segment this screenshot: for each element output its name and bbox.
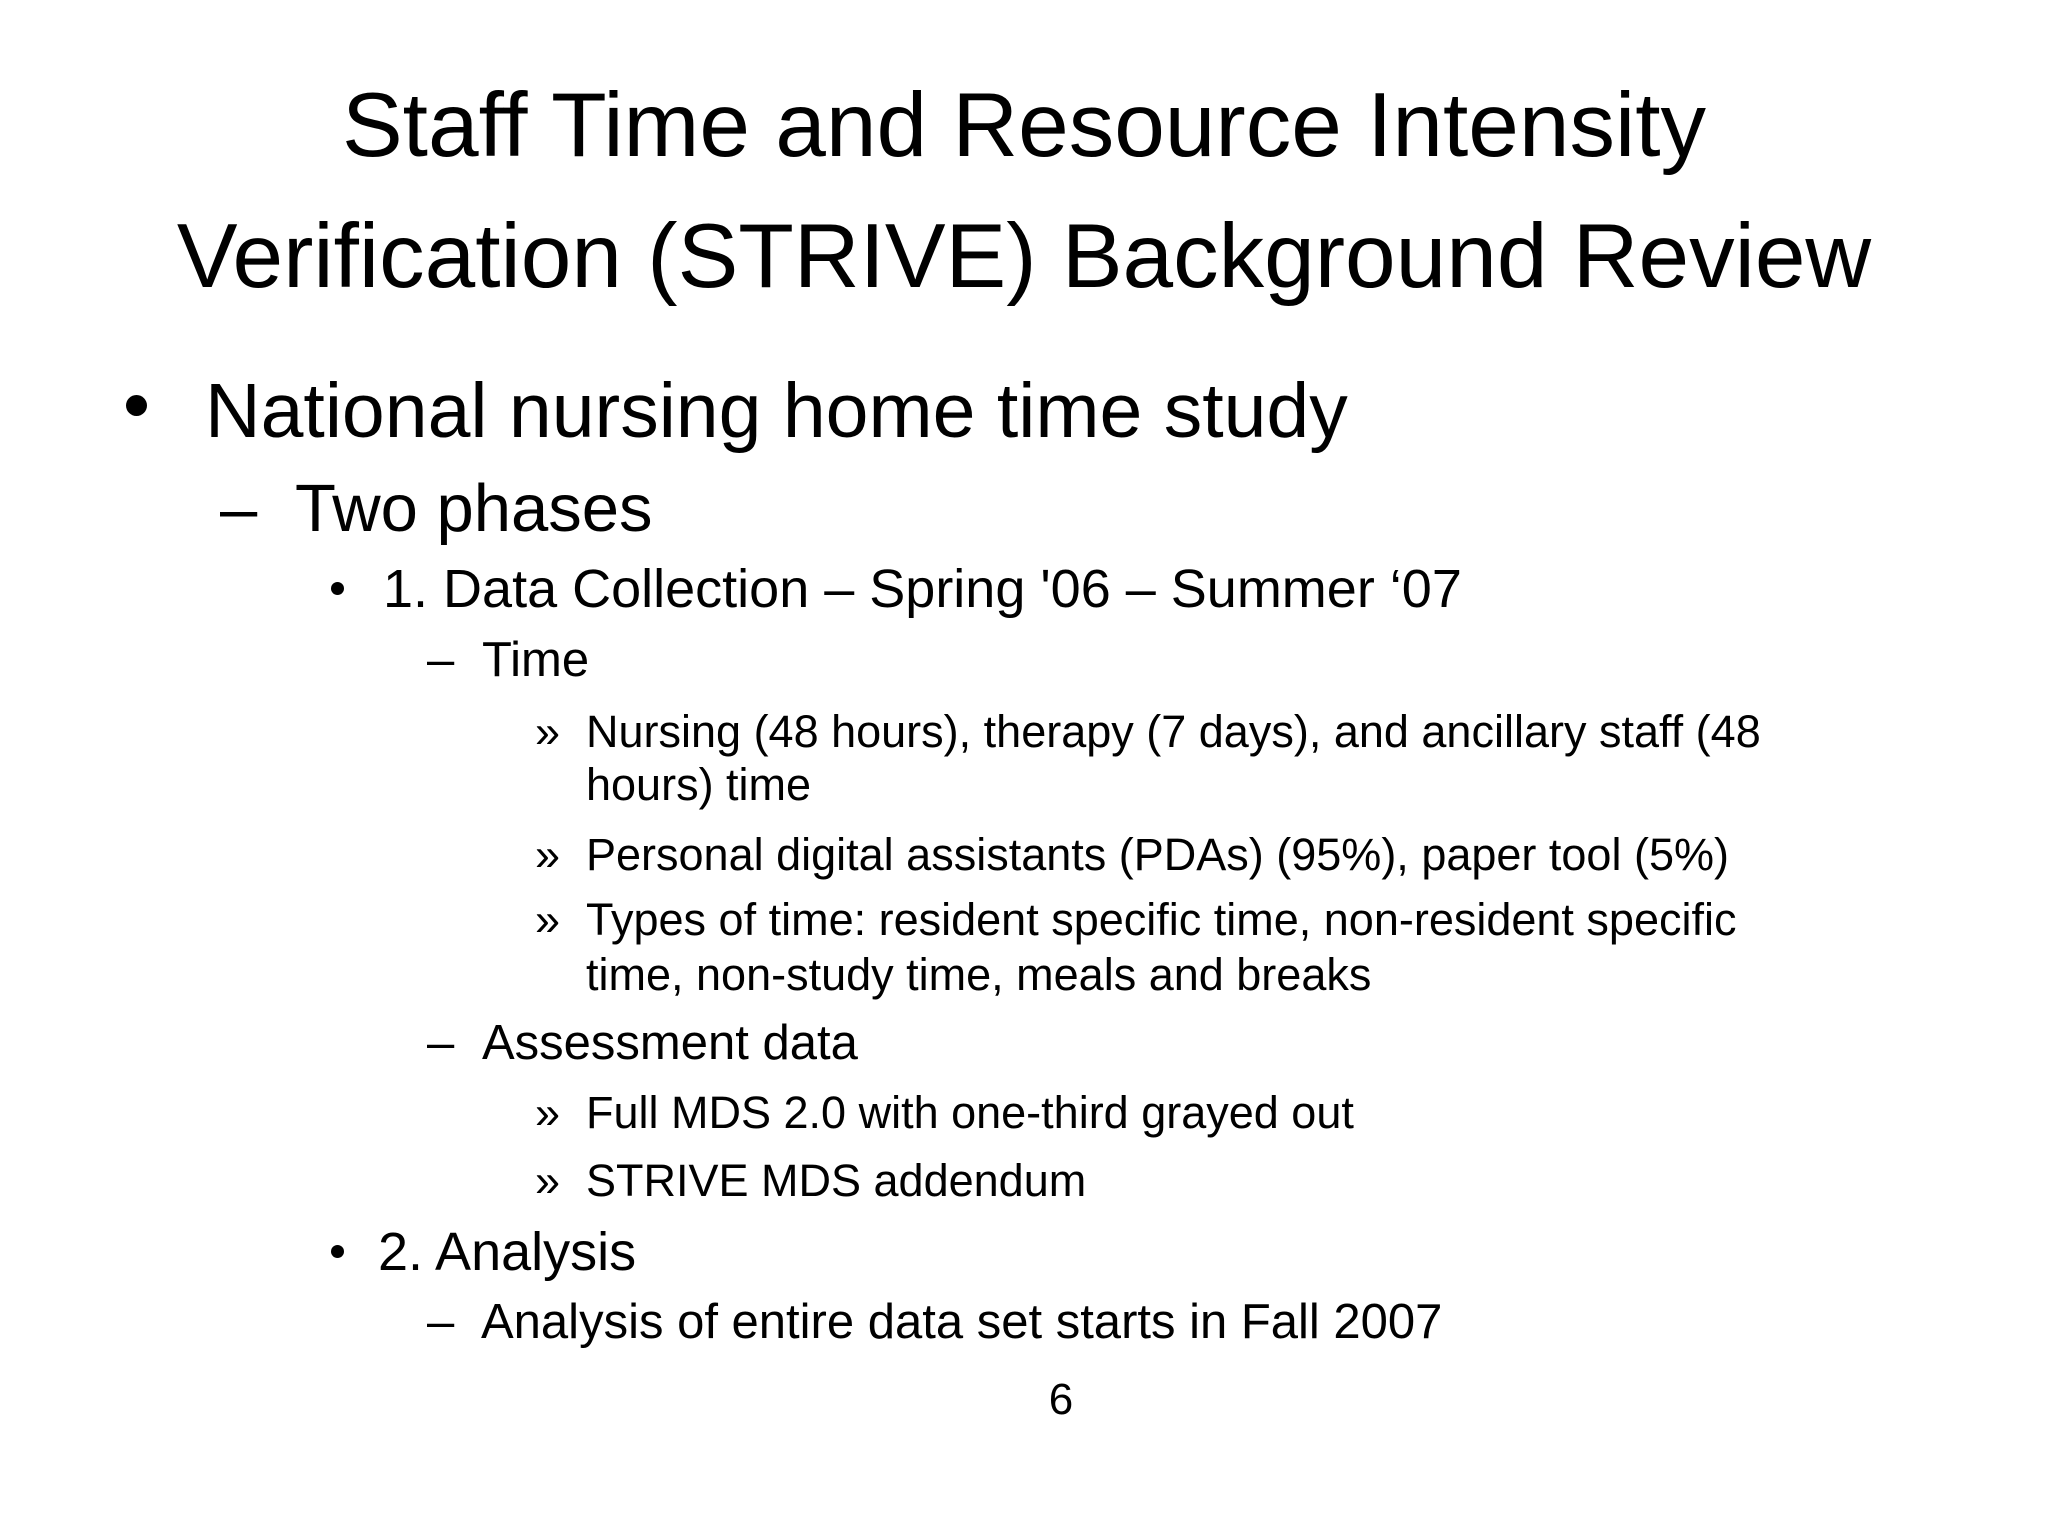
detail-types-line-1: Types of time: resident specific time, non-resident specific [586,894,1737,945]
slide-title-line-2: Verification (STRIVE) Background Review [176,206,1872,307]
dash-icon: – [427,1016,455,1070]
detail-nursing-line-1: Nursing (48 hours), therapy (7 days), and ancillary staff (48 [586,706,1761,757]
subitem-assessment-data: Assessment data [482,1016,858,1070]
chevron-double-right-icon: » [535,894,561,945]
chevron-double-right-icon: » [535,829,561,880]
page-number: 6 [1048,1375,1074,1424]
bullet-icon [126,395,147,416]
subitem-two-phases: Two phases [295,471,653,546]
chevron-double-right-icon: » [535,1087,561,1138]
bullet-icon [331,582,344,595]
bullet-national-study: National nursing home time study [205,368,1348,454]
dash-icon: – [427,633,455,687]
dash-icon: – [427,1295,455,1349]
detail-nursing-line-2: hours) time [586,759,812,810]
chevron-double-right-icon: » [535,706,561,757]
dash-icon: – [220,471,258,546]
phase-1-data-collection: 1. Data Collection – Spring '06 – Summer ‘07 [383,559,1462,619]
subitem-time: Time [482,633,590,687]
subitem-analysis-entire: Analysis of entire data set starts in Fall 2007 [481,1295,1443,1349]
detail-types-line-2: time, non-study time, meals and breaks [586,949,1372,1000]
detail-full-mds: Full MDS 2.0 with one-third grayed out [586,1087,1354,1138]
phase-2-analysis: 2. Analysis [378,1222,637,1282]
bullet-icon [331,1245,344,1258]
detail-pdas: Personal digital assistants (PDAs) (95%), paper tool (5%) [586,829,1729,880]
detail-strive-mds: STRIVE MDS addendum [586,1155,1087,1206]
chevron-double-right-icon: » [535,1155,561,1206]
slide-title-line-1: Staff Time and Resource Intensity [341,75,1707,176]
